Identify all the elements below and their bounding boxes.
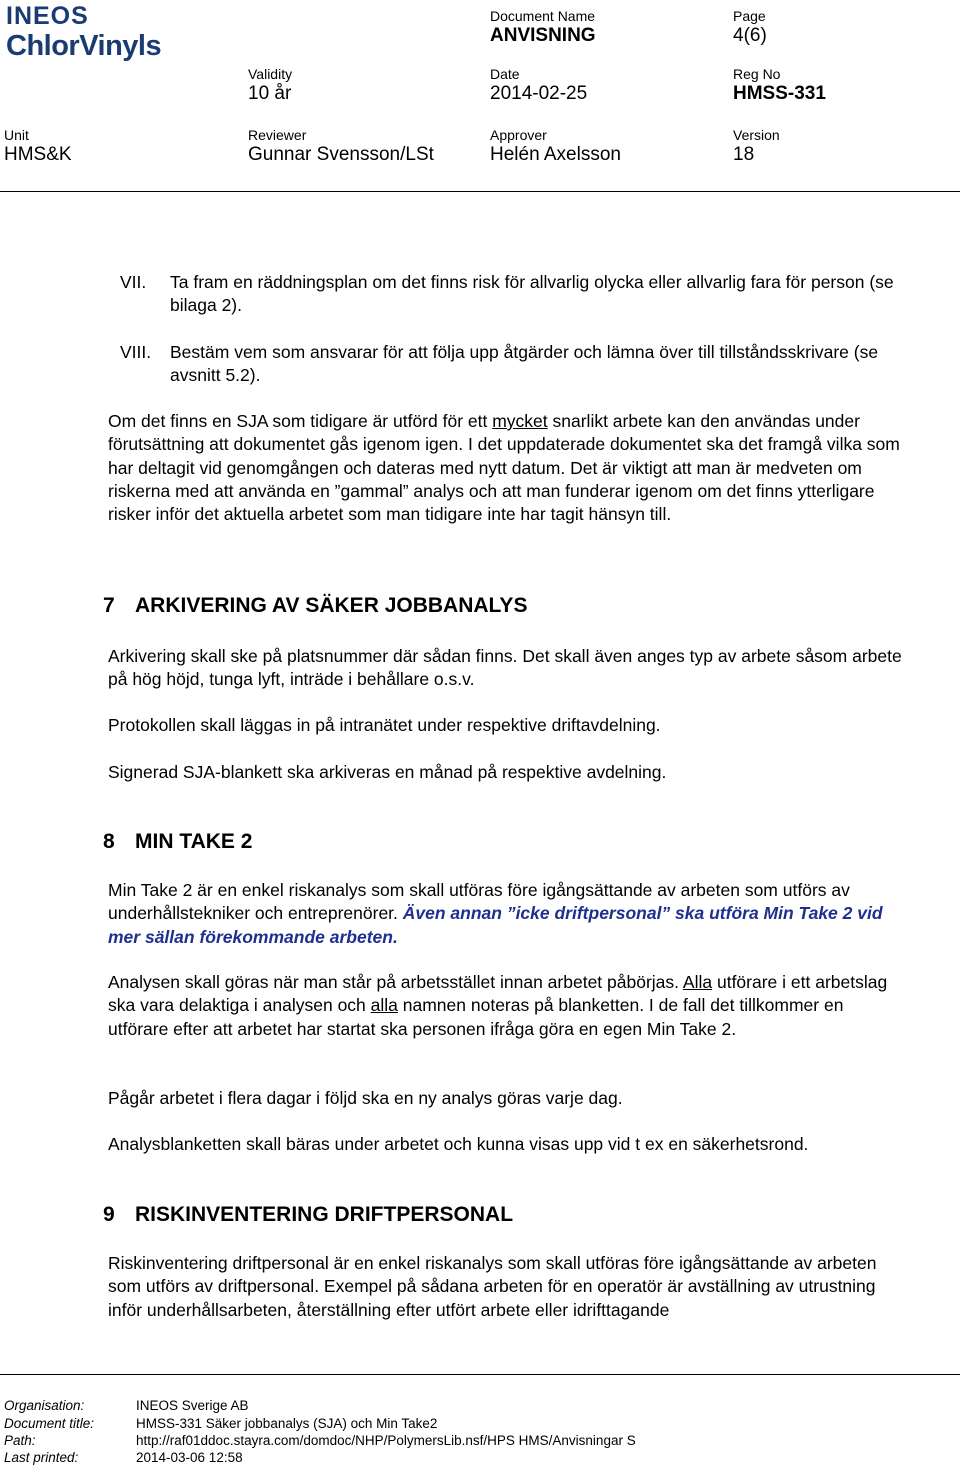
s8-paragraph-1: Min Take 2 är en enkel riskanalys som skall utföras före igångsättande av arbeten som utförs av underhållstekniker och entreprenörer. Även annan ”icke driftpersonal” ska utföra Min Take 2 vid mer sällan förekommande arbeten. xyxy=(108,880,883,947)
s7-paragraph-2: Protokollen skall läggas in på intranätet under respektive driftavdelning. xyxy=(108,715,661,735)
footer-path-label: Path: xyxy=(4,1433,36,1448)
doc-name: ANVISNING xyxy=(490,25,596,46)
section-8-heading: 8 MIN TAKE 2 xyxy=(103,830,253,853)
date-value: 2014-02-25 xyxy=(490,83,588,104)
footer-title: HMSS-331 Säker jobbanalys (SJA) och Min Take2 xyxy=(136,1416,438,1431)
regno-label: Reg No xyxy=(733,66,781,82)
doc-name-label: Document Name xyxy=(490,8,596,24)
list-item: Bestäm vem som ansvarar för att följa upp åtgärder och lämna över till tillståndsskrivare (se avsnitt 5.2). xyxy=(170,342,879,386)
logo-ineos: INEOS xyxy=(6,2,89,30)
unit-value: HMS&K xyxy=(4,144,72,165)
footer-divider xyxy=(0,1374,960,1375)
s7-paragraph-1: Arkivering skall ske på platsnummer där sådan finns. Det skall även anges typ av arbete såsom arbete på hög höjd, tunga lyft, inträde i behållare o.s.v. xyxy=(108,646,902,690)
section-7-heading: 7 ARKIVERING AV SÄKER JOBBANALYS xyxy=(103,594,528,617)
reviewer-label: Reviewer xyxy=(248,127,307,143)
s8-paragraph-3: Pågår arbetet i flera dagar i följd ska en ny analys göras varje dag. xyxy=(108,1088,623,1108)
date-label: Date xyxy=(490,66,520,82)
footer-org-label: Organisation: xyxy=(4,1398,85,1413)
s8-paragraph-4: Analysblanketten skall bäras under arbetet och kunna visas upp vid t ex en säkerhetsrond. xyxy=(108,1134,809,1154)
footer-path: http://raf01ddoc.stayra.com/domdoc/NHP/PolymersLib.nsf/HPS HMS/Anvisningar S xyxy=(136,1433,636,1448)
list-item: Ta fram en räddningsplan om det finns risk för allvarlig olycka eller allvarlig fara för person (se bilaga 2). xyxy=(170,272,894,316)
list-number: VIII. xyxy=(120,342,152,362)
approver-label: Approver xyxy=(490,127,547,143)
unit-label: Unit xyxy=(4,127,29,143)
footer-title-label: Document title: xyxy=(4,1416,95,1431)
footer-org: INEOS Sverige AB xyxy=(136,1398,249,1413)
approver-value: Helén Axelsson xyxy=(490,144,621,165)
footer-printed: 2014-03-06 12:58 xyxy=(136,1450,243,1465)
validity-label: Validity xyxy=(248,66,293,82)
s8-paragraph-2: Analysen skall göras när man står på arbetsstället innan arbetet påbörjas. Alla utförare i ett arbetslag ska vara delaktiga i analysen och alla namnen noteras på blanketten. I de fall det tillkommer en utförare efter att arbetet har startat ska personen ifråga göra en egen Min Take 2. xyxy=(108,972,888,1039)
intro-paragraph: Om det finns en SJA som tidigare är utförd för ett mycket snarlikt arbete kan den användas under förutsättning att dokumentet gås igenom igen. I det uppdaterade dokumentet ska det framgå vilka som har deltagit vid genomgången och dateras med nytt datum. Det är viktigt att man är medveten om riskerna med att använda en ”gammal” analys och att man funderar igenom om det finns ytterligare risker inför det aktuella arbetet som man tidigare inte har tagit hänsyn till. xyxy=(108,411,900,525)
reviewer-value: Gunnar Svensson/LSt xyxy=(248,144,434,165)
version-label: Version xyxy=(733,127,780,143)
s9-paragraph-1: Riskinventering driftpersonal är en enkel riskanalys som skall utföras före igångsättande av arbeten som utförs av driftpersonal. Exempel på sådana arbeten för en operatör är avställning av utrustning inför underhållsarbeten, återställning efter utfört arbete eller idrifttagande xyxy=(108,1253,877,1320)
page-number: 4(6) xyxy=(733,25,767,46)
list-number: VII. xyxy=(120,272,147,292)
page-label: Page xyxy=(733,8,766,24)
s7-paragraph-3: Signerad SJA-blankett ska arkiveras en månad på respektive avdelning. xyxy=(108,762,667,782)
version-value: 18 xyxy=(733,144,755,165)
section-9-heading: 9 RISKINVENTERING DRIFTPERSONAL xyxy=(103,1203,514,1226)
logo-chlorvinyls: ChlorVinyls xyxy=(6,30,162,62)
emphasis-text: Även annan ”icke driftpersonal” ska utföra Min Take 2 vid mer sällan förekommande arbeten. xyxy=(108,903,883,947)
header-divider xyxy=(0,191,960,192)
footer-printed-label: Last printed: xyxy=(4,1450,79,1465)
regno-value: HMSS-331 xyxy=(733,83,826,104)
validity-value: 10 år xyxy=(248,83,292,104)
